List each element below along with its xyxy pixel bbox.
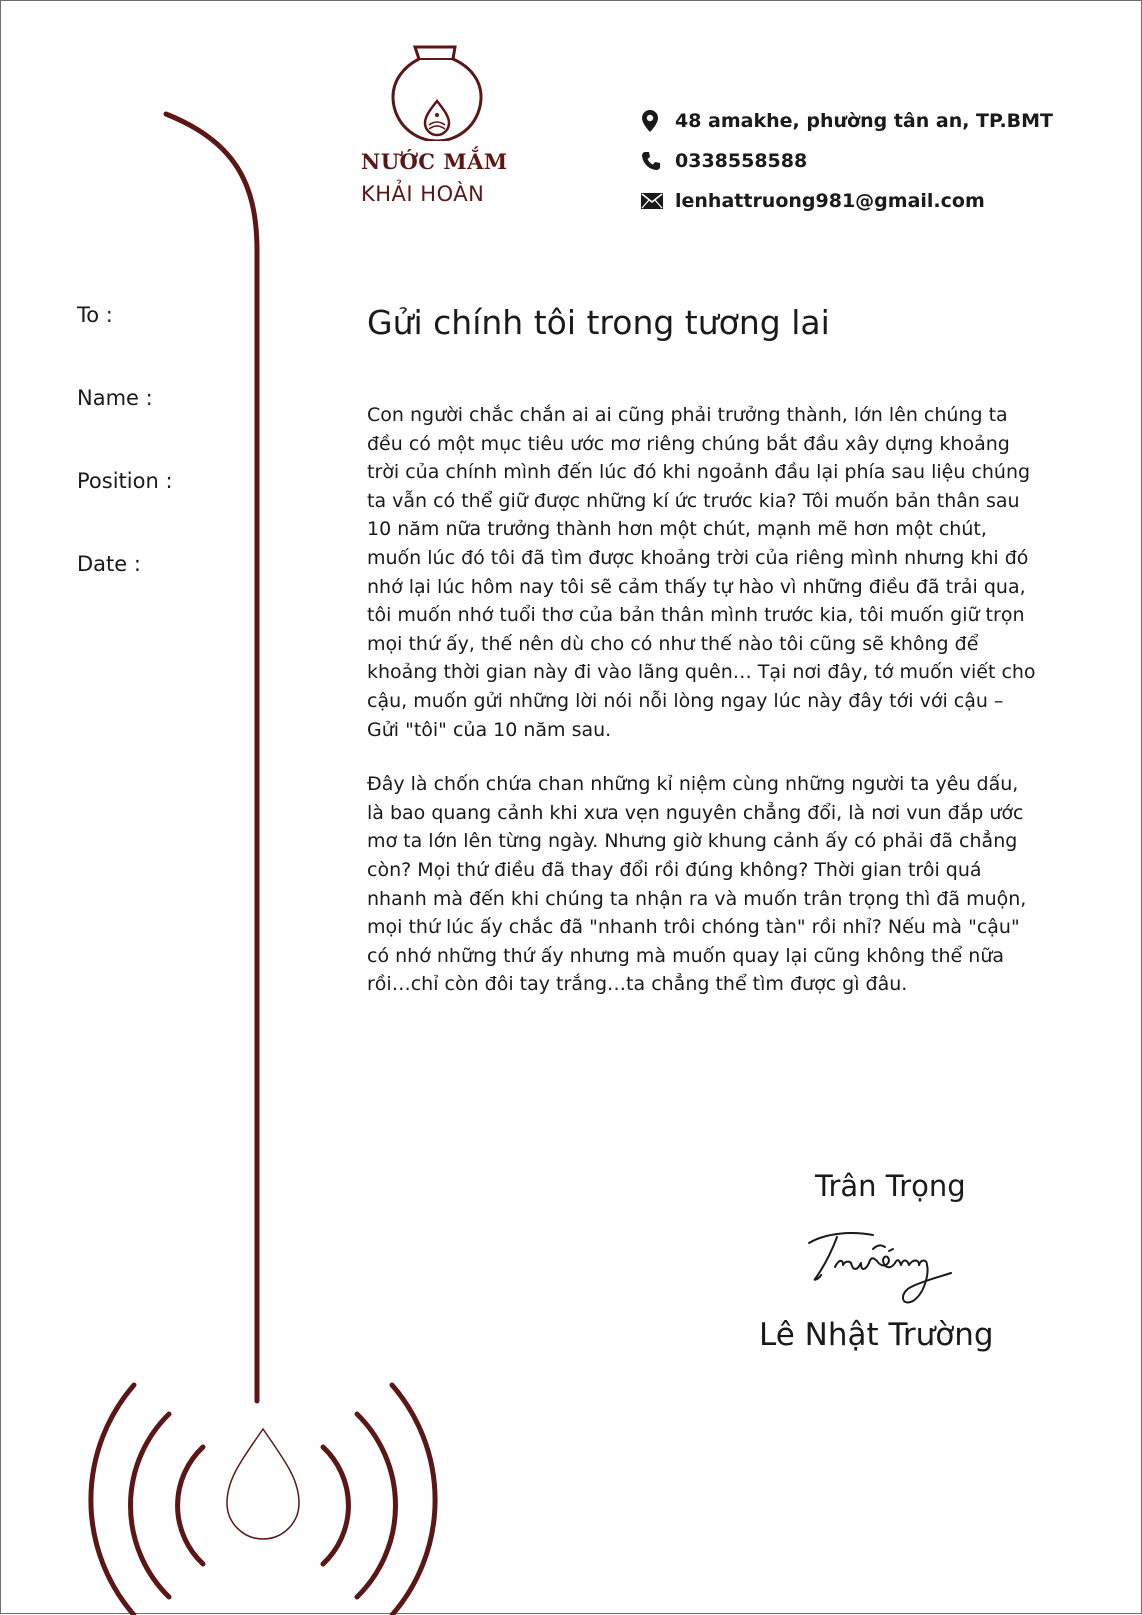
letter-subject: Gửi chính tôi trong tương lai (367, 303, 830, 342)
to-label: To : (77, 303, 113, 327)
letter-paragraph-2: Đây là chốn chứa chan những kỉ niệm cùng những người ta yêu dấu, là bao quang cảnh khi xưa vẹn nguyên chẳng đổi, là nơi vun đắp ước mơ ta lớn lên từng ngày. Nhưng giờ khung cảnh ấy có phải đã chẳng còn? Mọi thứ điều đã thay đổi rồi đúng không? Thời gian trôi quá nhanh mà đến khi chúng ta nhận ra và muốn trân trọng thì đã muộn, mọi thứ lúc ấy chắc đã "nhanh trôi chóng tàn" rồi nhỉ? Nếu mà "cậu" có nhớ những thứ ấy nhưng mà muốn quay lại cũng không thể nữa rồi…chỉ còn đôi tay trắng…ta chẳng thể tìm được gì đâu. (367, 773, 1027, 996)
brand-name-line1: NƯỚC MẮM (361, 149, 508, 174)
position-label: Position : (77, 469, 173, 493)
contact-phone: 0338558588 (675, 150, 808, 172)
closing-salutation: Trân Trọng (815, 1169, 966, 1203)
ripple-arcs (91, 1385, 435, 1615)
signer-name: Lê Nhật Trường (759, 1317, 994, 1353)
fish-sauce-jar-icon (389, 41, 485, 141)
contact-email-row (641, 181, 1053, 221)
contact-address: 48 amakhe, phường tân an, TP.BMT (675, 110, 1054, 132)
name-label: Name : (77, 386, 153, 410)
contact-phone-row (641, 141, 1053, 181)
contact-email: lenhattruong981@gmail.com (675, 190, 985, 212)
brand-name-line2: KHẢI HOÀN (361, 182, 485, 206)
location-pin-icon (641, 109, 675, 133)
date-label: Date : (77, 552, 141, 576)
letter-body (367, 401, 1039, 1025)
contact-info (641, 101, 1053, 221)
recipient-fields (77, 301, 173, 633)
handwritten-signature (801, 1223, 971, 1323)
letter-paragraph-1: Con người chắc chắn ai ai cũng phải trưởng thành, lớn lên chúng ta đều có một mục tiêu ước mơ riêng chúng bắt đầu xây dựng khoảng trời của chính mình đến lúc đó khi ngoảnh đầu lại phía sau liệu chúng ta vẫn có thể giữ được những kí ức trước kia? Tôi muốn bản thân sau 10 năm nữa trưởng thành hơn một chút, mạnh mẽ hơn một chút, muốn lúc đó tôi đã tìm được khoảng trời của riêng mình nhưng khi đó nhớ lại lúc hôm nay tôi sẽ cảm thấy tự hào vì những điều đã trải qua, tôi muốn nhớ tuổi thơ của bản thân mình trước kia, tôi muốn giữ trọn mọi thứ ấy, thế nên dù cho có như thế nào tôi cũng sẽ không để khoảng thời gian này đi vào lãng quên… Tại nơi đây, tớ muốn viết cho cậu, muốn gửi những lời nói nỗi lòng ngay lúc này đây tới với cậu – Gửi "tôi" của 10 năm sau. (367, 404, 1036, 741)
phone-icon (641, 151, 675, 171)
envelope-icon (641, 193, 675, 209)
contact-address-row (641, 101, 1053, 141)
drop-icon (227, 1429, 299, 1539)
stem-line (166, 114, 257, 1401)
